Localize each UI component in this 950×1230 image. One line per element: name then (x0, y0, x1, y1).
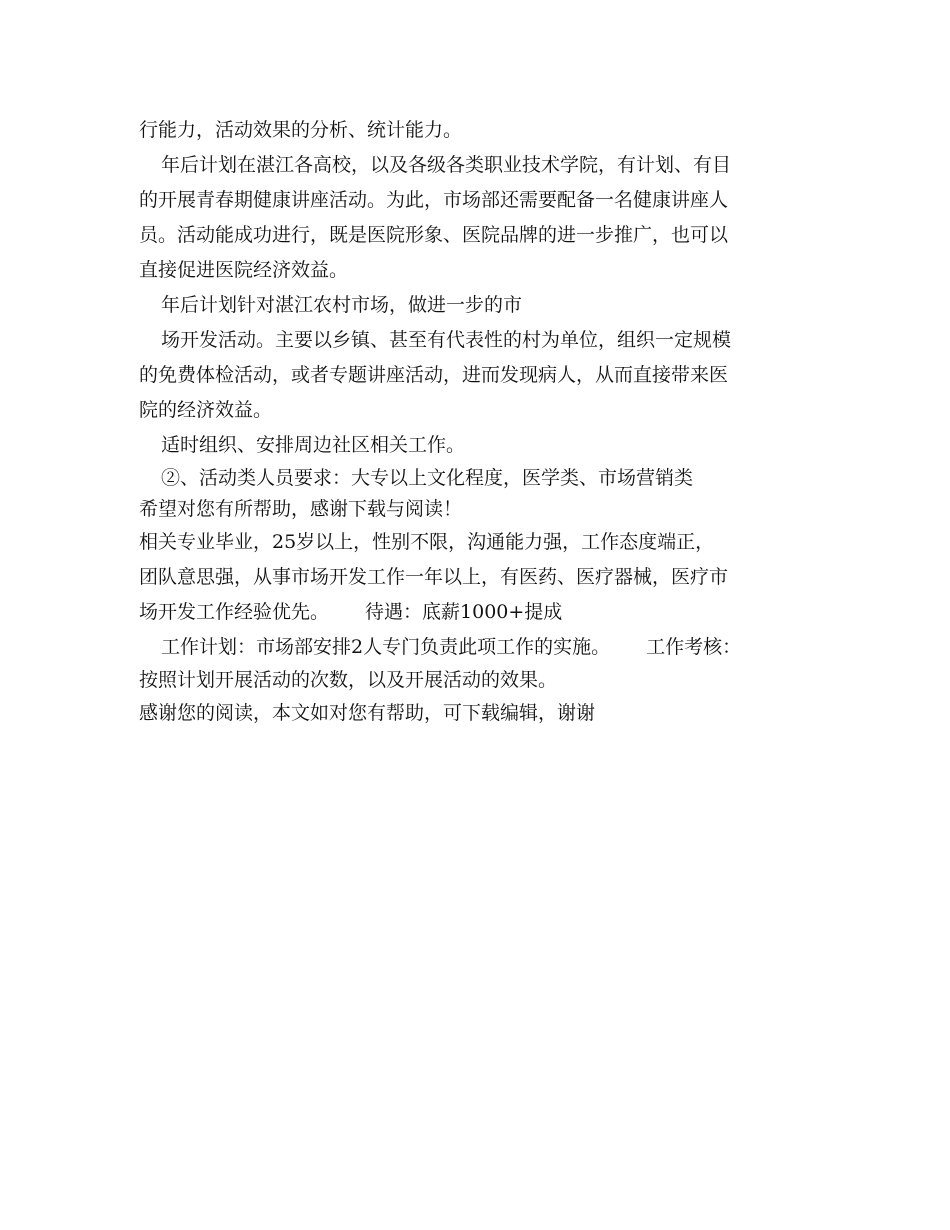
text-segment: 工作计划：市场部安排2人专门负责此项工作的实施。 (161, 636, 611, 658)
text-segment: 场开发工作经验优先。 (139, 601, 330, 623)
text-line (139, 595, 839, 630)
text-line: 行能力，活动效果的分析、统计能力。 (139, 119, 463, 141)
document-body (139, 113, 839, 731)
text-line: 员。活动能成功进行，既是医院形象、医院品牌的进一步推广，也可以 (139, 224, 729, 246)
text-line (139, 630, 839, 665)
text-segment: 工作考核： (646, 636, 742, 658)
text-line: 按照计划开展活动的次数，以及开展活动的效果。 (139, 669, 558, 691)
text-line: 相关专业毕业，25岁以上，性别不限，沟通能力强，工作态度端正， (139, 531, 715, 553)
text-line: 适时组织、安排周边社区相关工作。 (161, 434, 466, 456)
text-line: 年后计划在湛江各高校，以及各级各类职业技术学院，有计划、有目 (161, 154, 732, 176)
text-line: 的开展青春期健康讲座活动。为此，市场部还需要配备一名健康讲座人 (139, 189, 729, 211)
text-line: 希望对您有所帮助，感谢下载与阅读！ (139, 498, 463, 520)
text-line: 感谢您的阅读，本文如对您有帮助，可下载编辑，谢谢 (139, 702, 596, 724)
text-line: 的免费体检活动，或者专题讲座活动，进而发现病人，从而直接带来医 (139, 364, 729, 386)
text-line: 场开发活动。主要以乡镇、甚至有代表性的村为单位，组织一定规模 (161, 329, 732, 351)
text-line: 院的经济效益。 (139, 399, 273, 421)
text-line: ②、活动类人员要求：大专以上文化程度，医学类、市场营销类 (161, 467, 694, 489)
text-line: 团队意思强，从事市场开发工作一年以上，有医药、医疗器械，医疗市 (139, 566, 729, 588)
text-line: 年后计划针对湛江农村市场，做进一步的市 (161, 294, 523, 316)
text-line: 直接促进医院经济效益。 (139, 259, 349, 281)
text-segment: 待遇：底薪1000+提成 (365, 601, 563, 623)
